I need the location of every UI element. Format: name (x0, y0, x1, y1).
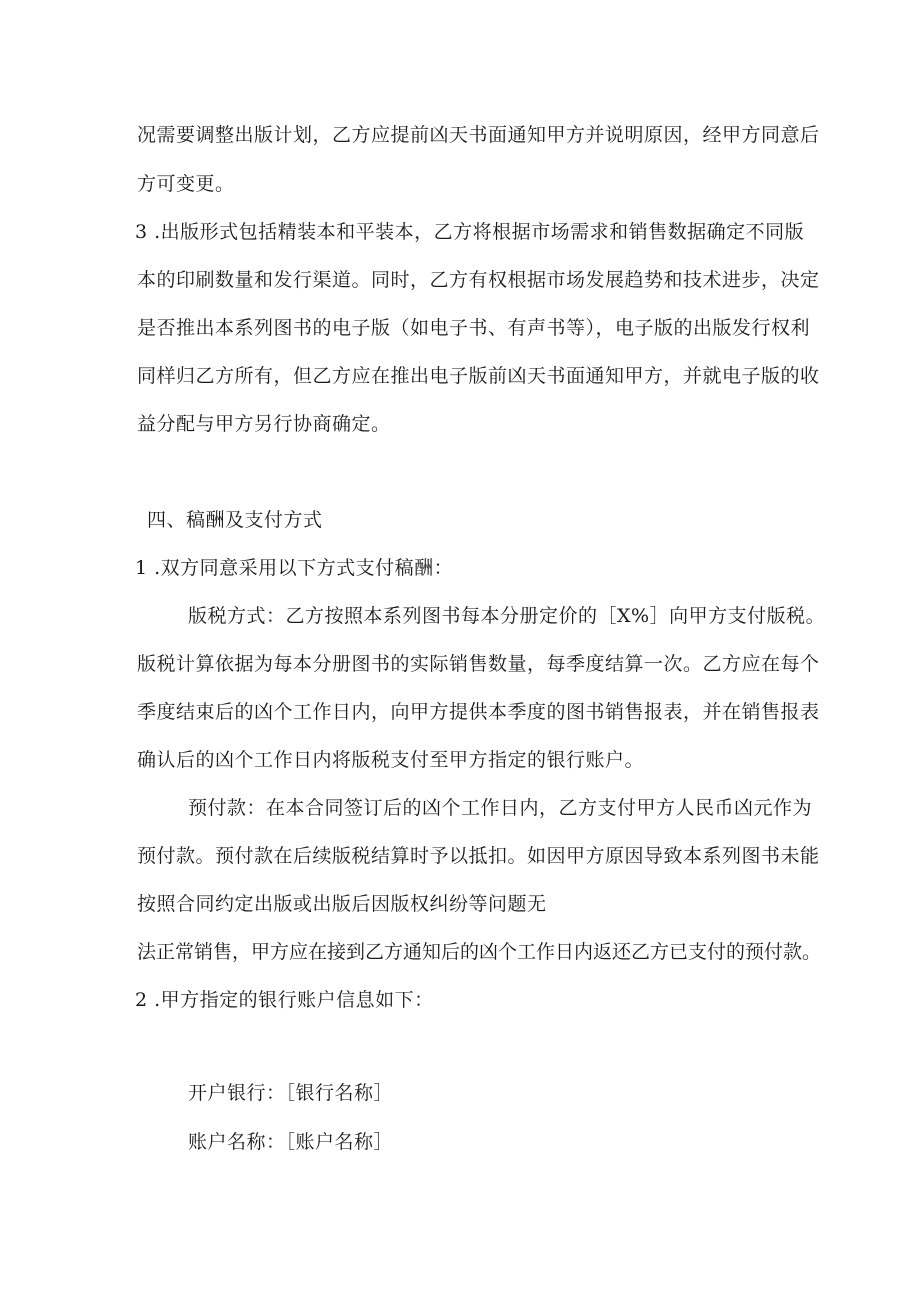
advance-line: 按照合同约定出版或出版后因版权纠纷等问题无 (137, 893, 547, 915)
paragraph-line: 同样归乙方所有，但乙方应在推出电子版前凶天书面通知甲方，并就电子版的收 (137, 365, 820, 387)
paragraph-line: 况需要调整出版计划，乙方应提前凶天书面通知甲方并说明原因，经甲方同意后 (137, 124, 820, 146)
paragraph-line: 3 .出版形式包括精装本和平装本，乙方将根据市场需求和销售数据确定不同版 (135, 221, 805, 243)
paragraph-line: 方可变更。 (137, 173, 235, 195)
clause-item-2: 2 .甲方指定的银行账户信息如下： (135, 989, 434, 1011)
section-heading: 四、稿酬及支付方式 (147, 509, 323, 531)
royalty-line: 版税方式：乙方按照本系列图书每本分册定价的［X%］向甲方支付版税。 (188, 605, 826, 627)
advance-line: 预付款：在本合同签订后的凶个工作日内，乙方支付甲方人民币凶元作为 (188, 797, 813, 819)
paragraph-line: 益分配与甲方另行协商确定。 (137, 413, 391, 435)
clause-item-1: 1 .双方同意采用以下方式支付稿酬： (135, 557, 454, 579)
royalty-line: 确认后的凶个工作日内将版税支付至甲方指定的银行账户。 (137, 749, 645, 771)
advance-line: 预付款。预付款在后续版税结算时予以抵扣。如因甲方原因导致本系列图书未能 (137, 845, 820, 867)
bank-name-line: 开户银行：［银行名称］ (188, 1082, 394, 1104)
royalty-line: 版税计算依据为每本分册图书的实际销售数量，每季度结算一次。乙方应在每个 (137, 653, 820, 675)
paragraph-line: 是否推出本系列图书的电子版（如电子书、有声书等），电子版的出版发行权利 (137, 317, 811, 339)
royalty-line: 季度结束后的凶个工作日内，向甲方提供本季度的图书销售报表，并在销售报表 (137, 701, 820, 723)
advance-line: 法正常销售，甲方应在接到乙方通知后的凶个工作日内返还乙方已支付的预付款。 (137, 941, 822, 963)
paragraph-line: 本的印刷数量和发行渠道。同时，乙方有权根据市场发展趋势和技术进步，决定 (137, 269, 820, 291)
account-name-line: 账户名称：［账户名称］ (188, 1131, 394, 1153)
